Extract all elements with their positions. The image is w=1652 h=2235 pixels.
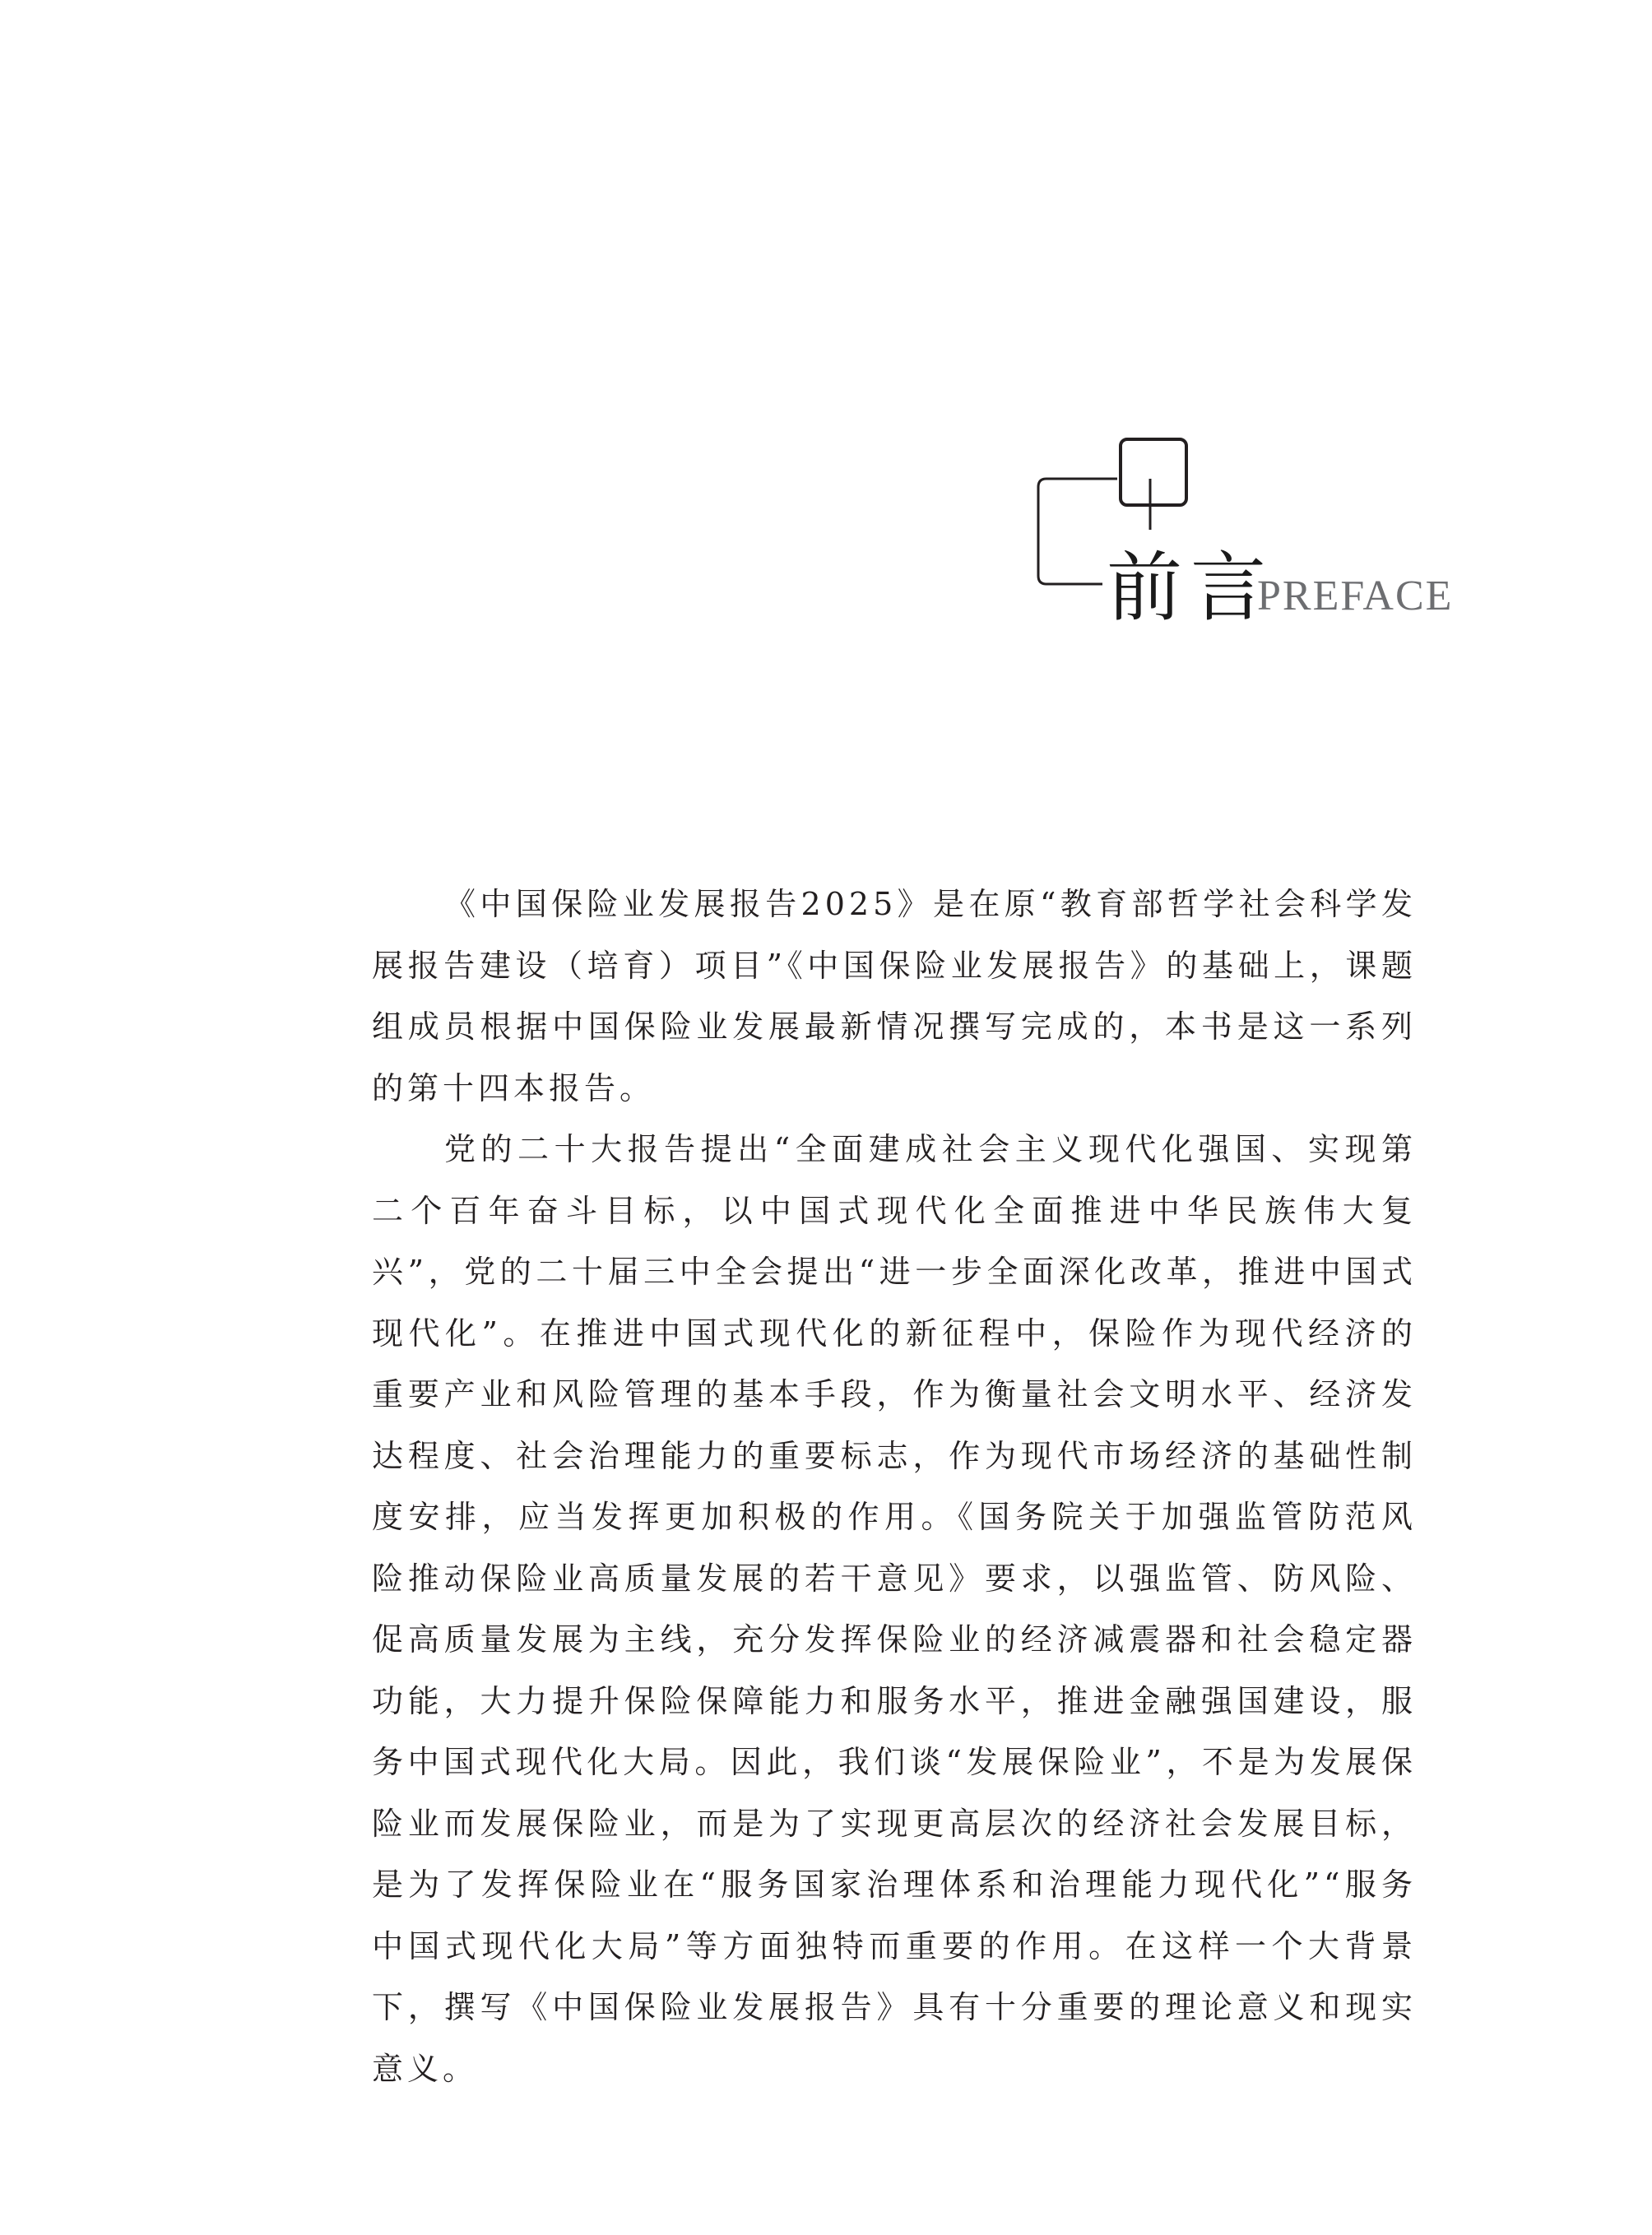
paragraph: 《中国保险业发展报告2025》是在原“教育部哲学社会科学发展报告建设（培育）项目”《中国保险业发展报告》的基础上，课题组成员根据中国保险业发展最新情况撰写完成的，本书是这一系列的第十四本报告。: [372, 886, 1417, 1106]
preface-title-en: PREFACE: [1257, 573, 1454, 619]
preface-title-cn: 前言: [1107, 544, 1275, 632]
paragraph: 党的二十大报告提出“全面建成社会主义现代化强国、实现第二个百年奋斗目标，以中国式现代化全面推进中华民族伟大复兴”，党的二十届三中全会提出“进一步全面深化改革，推进中国式现代化”。在推进中国式现代化的新征程中，保险作为现代经济的重要产业和风险管理的基本手段，作为衡量社会文明水平、经济发达程度、社会治理能力的重要标志，作为现代市场经济的基础性制度安排，应当发挥更加积极的作用。《国务院关于加强监管防范风险推动保险业高质量发展的若干意见》要求，以强监管、防风险、促高质量发展为主线，充分发挥保险业的经济减震器和社会稳定器功能，大力提升保险保障能力和服务水平，推进金融强国建设，服务中国式现代化大局。因此，我们谈“发展保险业”，不是为发展保险业而发展保险业，而是为了实现更高层次的经济社会发展目标，是为了发挥保险业在“服务国家治理体系和治理能力现代化”“服务中国式现代化大局”等方面独特而重要的作用。在这样一个大背景下，撰写《中国保险业发展报告》具有十分重要的理论意义和现实意义。: [372, 1131, 1417, 2087]
preface-body: [372, 874, 1417, 2099]
